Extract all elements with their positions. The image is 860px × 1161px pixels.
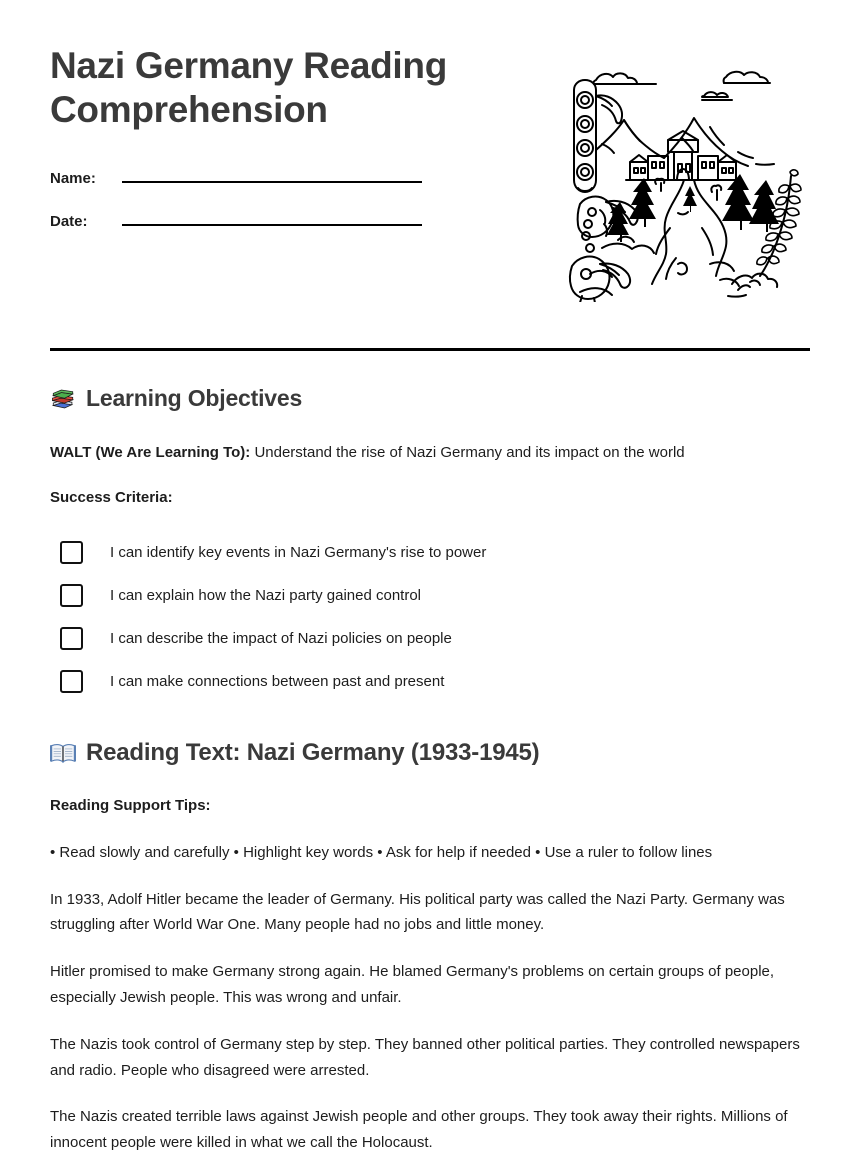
books-icon xyxy=(50,386,76,412)
walt-statement xyxy=(50,442,810,464)
reading-text-header xyxy=(50,739,810,767)
date-field-label: Date: xyxy=(50,212,88,230)
list-item xyxy=(60,627,810,650)
success-criteria-list xyxy=(60,541,810,693)
header-text-block xyxy=(50,44,520,253)
learning-objectives-title: Learning Objectives xyxy=(86,385,303,411)
name-field-row xyxy=(50,167,520,187)
date-field-row xyxy=(50,210,520,230)
page-title: Nazi Germany Reading Comprehension xyxy=(50,45,448,131)
criteria-label-3: I can describe the impact of Nazi policies on people xyxy=(110,629,452,647)
reading-paragraph-4: The Nazis created terrible laws against Jewish people and other groups. They took away their rights. Millions of innocent people were killed in what we call the Holocaust. xyxy=(50,1108,788,1152)
reading-text-title: Reading Text: Nazi Germany (1933-1945) xyxy=(86,738,540,766)
open-book-icon xyxy=(50,740,76,766)
criteria-checkbox-1[interactable] xyxy=(60,541,83,564)
criteria-label-1: I can identify key events in Nazi Germany's rise to power xyxy=(110,543,487,561)
learning-objectives-header xyxy=(50,385,810,412)
criteria-label-4: I can make connections between past and present xyxy=(110,672,445,690)
reading-paragraph-1: In 1933, Adolf Hitler became the leader of Germany. His political party was called the Nazi Party. Germany was struggling after World War One. Many people had no jobs and little money. xyxy=(50,890,785,934)
reading-paragraph-2: Hitler promised to make Germany strong again. He blamed Germany's problems on certain groups of people, especially Jewish people. This was wrong and unfair. xyxy=(50,963,775,1006)
reading-paragraph-3: The Nazis took control of Germany step by step. They banned other political parties. They controlled newspapers and radio. People who disagreed were arrested. xyxy=(50,1035,800,1079)
header xyxy=(50,0,810,302)
date-input-line[interactable] xyxy=(122,210,422,226)
header-illustration-container xyxy=(520,52,810,302)
list-item xyxy=(60,670,810,693)
walt-label: WALT (We Are Learning To): xyxy=(50,444,251,461)
reading-support-tips-text: • Read slowly and carefully • Highlight key words • Ask for help if needed • Use a ruler to follow lines xyxy=(50,843,713,861)
name-input-line[interactable] xyxy=(122,167,422,183)
section-divider xyxy=(50,348,810,351)
criteria-checkbox-3[interactable] xyxy=(60,627,83,650)
reading-support-tips-label: Reading Support Tips: xyxy=(50,796,211,814)
criteria-label-2: I can explain how the Nazi party gained control xyxy=(110,586,422,604)
list-item xyxy=(60,584,810,607)
criteria-checkbox-2[interactable] xyxy=(60,584,83,607)
success-criteria-label: Success Criteria: xyxy=(50,488,173,506)
walt-text: Understand the rise of Nazi Germany and its impact on the world xyxy=(250,444,685,461)
name-field-label: Name: xyxy=(50,169,96,187)
list-item xyxy=(60,541,810,564)
criteria-checkbox-4[interactable] xyxy=(60,670,83,693)
landscape-line-art xyxy=(560,52,810,302)
